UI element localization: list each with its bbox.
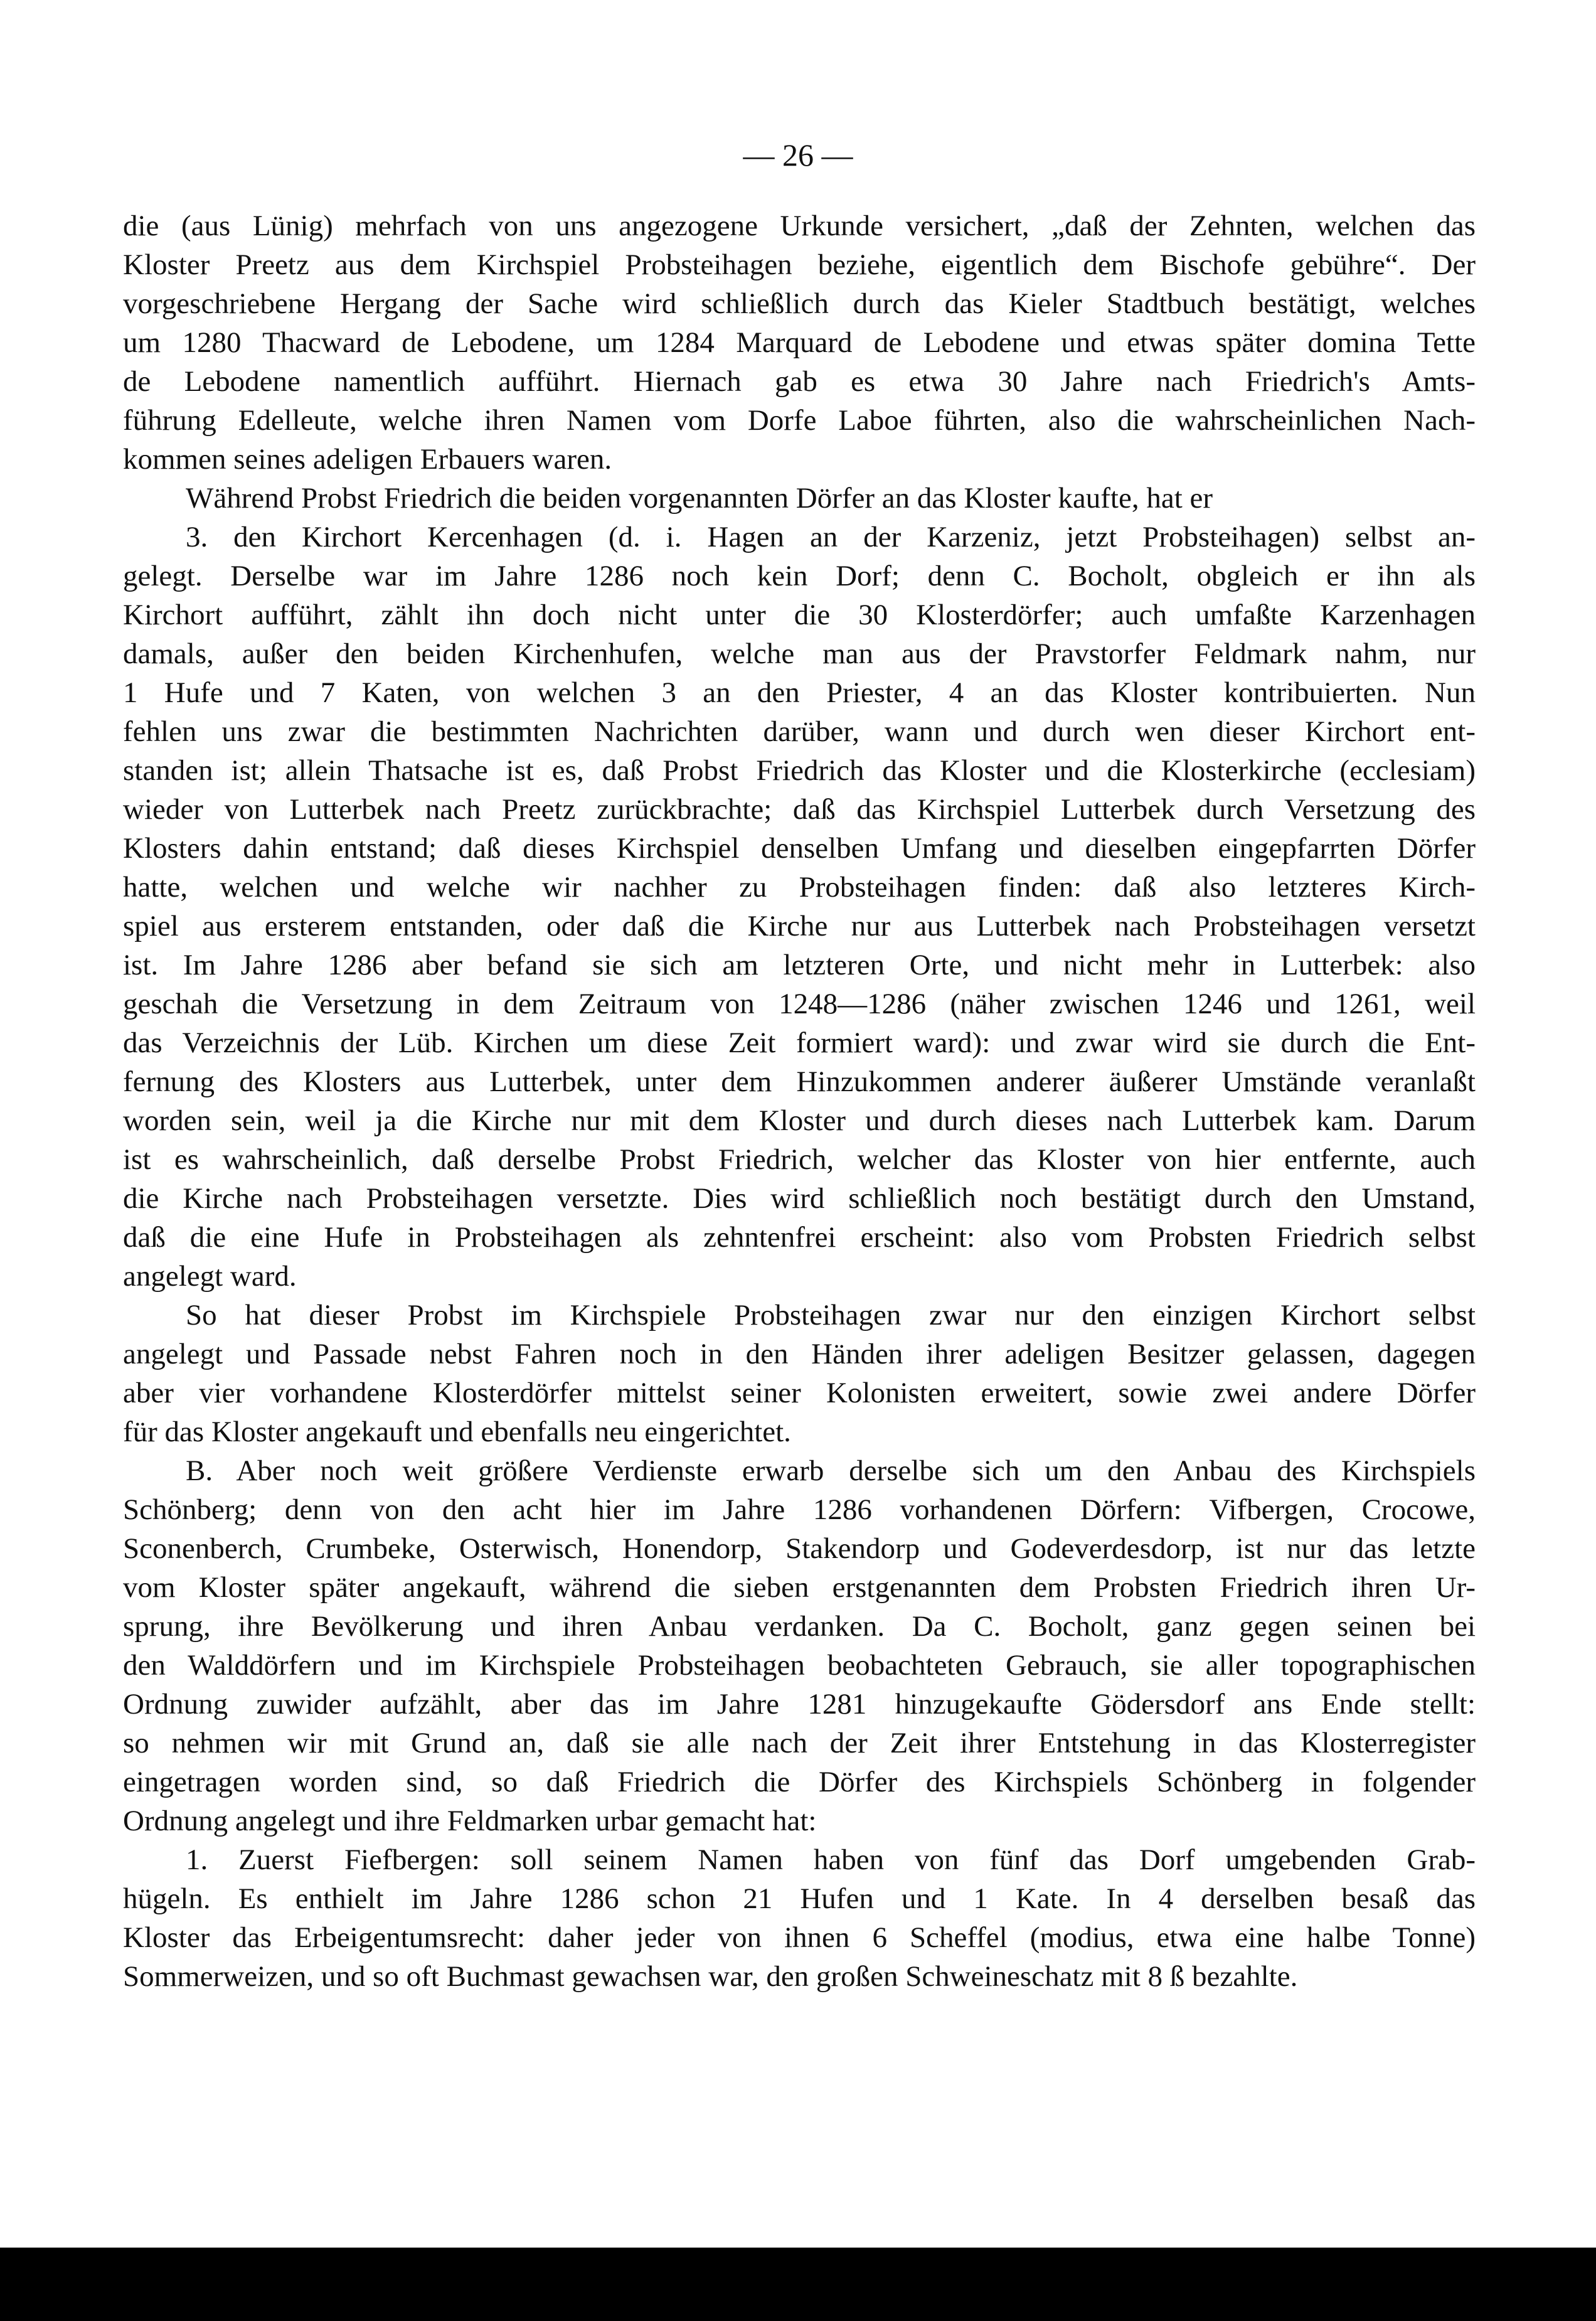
text-line: 1 Hufe und 7 Katen, von welchen 3 an den Priester, 4 an das Kloster kontribuierten. Nun <box>123 676 1476 709</box>
text-line: ist es wahrscheinlich, daß derselbe Probst Friedrich, welcher das Kloster von hier entfernte, auch <box>123 1143 1476 1176</box>
text-line: hügeln. Es enthielt im Jahre 1286 schon 21 Hufen und 1 Kate. In 4 derselben besaß das <box>123 1882 1476 1915</box>
text-line: Schönberg; denn von den acht hier im Jahre 1286 vorhandenen Dörfern: Vifbergen, Crocowe, <box>123 1493 1476 1526</box>
body-text <box>123 206 1476 1996</box>
text-line: 1. Zuerst Fiefbergen: soll seinem Namen haben von fünf das Dorf umgebenden Grab- <box>186 1843 1476 1876</box>
text-line: Kirchort aufführt, zählt ihn doch nicht unter die 30 Klosterdörfer; auch umfaßte Karzenhagen <box>123 599 1476 631</box>
text-line: für das Kloster angekauft und ebenfalls neu eingerichtet. <box>123 1416 791 1448</box>
text-line: Ordnung angelegt und ihre Feldmarken urbar gemacht hat: <box>123 1805 817 1837</box>
text-line: daß die eine Hufe in Probsteihagen als zehntenfrei erscheint: also vom Probsten Friedrich selbst <box>123 1221 1476 1254</box>
text-line: das Verzeichnis der Lüb. Kirchen um diese Zeit formiert ward): und zwar wird sie durch die Ent- <box>123 1027 1476 1059</box>
text-line: Kloster Preetz aus dem Kirchspiel Probsteihagen beziehe, eigentlich dem Bischofe gebühre“. Der <box>123 248 1476 281</box>
text-line: wieder von Lutterbek nach Preetz zurückbrachte; daß das Kirchspiel Lutterbek durch Versetzung des <box>123 793 1476 826</box>
paragraph <box>123 518 1476 1296</box>
text-line: hatte, welchen und welche wir nachher zu Probsteihagen finden: daß also letzteres Kirch- <box>123 871 1476 904</box>
text-line: sprung, ihre Bevölkerung und ihren Anbau verdanken. Da C. Bocholt, ganz gegen seinen bei <box>123 1610 1476 1643</box>
paragraph <box>123 479 1476 518</box>
text-line: standen ist; allein Thatsache ist es, daß Probst Friedrich das Kloster und die Klosterkirche (ecclesiam) <box>123 754 1476 787</box>
text-line: worden sein, weil ja die Kirche nur mit dem Kloster und durch dieses nach Lutterbek kam. Darum <box>123 1104 1476 1137</box>
text-line: fehlen uns zwar die bestimmten Nachrichten darüber, wann und durch wen dieser Kirchort ent- <box>123 715 1476 748</box>
text-line: so nehmen wir mit Grund an, daß sie alle nach der Zeit ihrer Entstehung in das Klosterregister <box>123 1727 1476 1759</box>
text-line: kommen seines adeligen Erbauers waren. <box>123 443 612 476</box>
text-line: vom Kloster später angekauft, während die sieben erstgenannten dem Probsten Friedrich ihren Ur- <box>123 1571 1476 1604</box>
text-line: um 1280 Thacward de Lebodene, um 1284 Marquard de Lebodene und etwas später domina Tette <box>123 326 1476 359</box>
text-line: ist. Im Jahre 1286 aber befand sie sich am letzteren Orte, und nicht mehr in Lutterbek: also <box>123 949 1476 981</box>
text-line: So hat dieser Probst im Kirchspiele Probsteihagen zwar nur den einzigen Kirchort selbst <box>186 1299 1476 1331</box>
page-number: — 26 — <box>743 137 853 173</box>
text-line: fernung des Klosters aus Lutterbek, unter dem Hinzukommen anderer äußerer Umstände veranlaßt <box>123 1065 1476 1098</box>
text-line: damals, außer den beiden Kirchenhufen, welche man aus der Pravstorfer Feldmark nahm, nur <box>123 638 1476 670</box>
text-line: gelegt. Derselbe war im Jahre 1286 noch kein Dorf; denn C. Bocholt, obgleich er ihn als <box>123 560 1476 592</box>
text-line: de Lebodene namentlich aufführt. Hiernach gab es etwa 30 Jahre nach Friedrich's Amts- <box>123 365 1476 398</box>
scan-border <box>0 2248 1596 2321</box>
text-line: Ordnung zuwider aufzählt, aber das im Jahre 1281 hinzugekaufte Gödersdorf ans Ende stellt: <box>123 1688 1476 1721</box>
text-line: 3. den Kirchort Kercenhagen (d. i. Hagen an der Karzeniz, jetzt Probsteihagen) selbst an- <box>186 521 1476 553</box>
text-line: vorgeschriebene Hergang der Sache wird schließlich durch das Kieler Stadtbuch bestätigt, welches <box>123 287 1476 320</box>
text-line: geschah die Versetzung in dem Zeitraum von 1248—1286 (näher zwischen 1246 und 1261, weil <box>123 988 1476 1020</box>
text-line: Klosters dahin entstand; daß dieses Kirchspiel denselben Umfang und dieselben eingepfarrten Dörfer <box>123 832 1476 865</box>
paragraph <box>123 206 1476 479</box>
text-line: eingetragen worden sind, so daß Friedrich die Dörfer des Kirchspiels Schönberg in folgender <box>123 1766 1476 1798</box>
text-line: Sommerweizen, und so oft Buchmast gewachsen war, den großen Schweineschatz mit 8 ß bezahlte. <box>123 1960 1298 1993</box>
paragraph <box>123 1451 1476 1840</box>
paragraph <box>123 1840 1476 1996</box>
text-line: angelegt ward. <box>123 1260 297 1293</box>
text-line: aber vier vorhandene Klosterdörfer mittelst seiner Kolonisten erweitert, sowie zwei andere Dörfer <box>123 1377 1476 1409</box>
text-line: Während Probst Friedrich die beiden vorgenannten Dörfer an das Kloster kaufte, hat er <box>186 482 1213 515</box>
paragraph <box>123 1296 1476 1451</box>
text-line: angelegt und Passade nebst Fahren noch in den Händen ihrer adeligen Besitzer gelassen, dagegen <box>123 1338 1476 1370</box>
text-line: B. Aber noch weit größere Verdienste erwarb derselbe sich um den Anbau des Kirchspiels <box>186 1454 1476 1487</box>
text-line: Kloster das Erbeigentumsrecht: daher jeder von ihnen 6 Scheffel (modius, etwa eine halbe Tonne) <box>123 1921 1476 1954</box>
text-line: Sconenberch, Crumbeke, Osterwisch, Honendorp, Stakendorp und Godeverdesdorp, ist nur das letzte <box>123 1532 1476 1565</box>
text-line: die (aus Lünig) mehrfach von uns angezogene Urkunde versichert, „daß der Zehnten, welchen das <box>123 210 1476 242</box>
text-line: den Walddörfern und im Kirchspiele Probsteihagen beobachteten Gebrauch, sie aller topographischen <box>123 1649 1476 1682</box>
text-line: spiel aus ersterem entstanden, oder daß die Kirche nur aus Lutterbek nach Probsteihagen versetzt <box>123 910 1476 942</box>
text-line: die Kirche nach Probsteihagen versetzte. Dies wird schließlich noch bestätigt durch den Umstand, <box>123 1182 1476 1215</box>
text-line: führung Edelleute, welche ihren Namen vom Dorfe Laboe führten, also die wahrscheinlichen Nach- <box>123 404 1476 437</box>
